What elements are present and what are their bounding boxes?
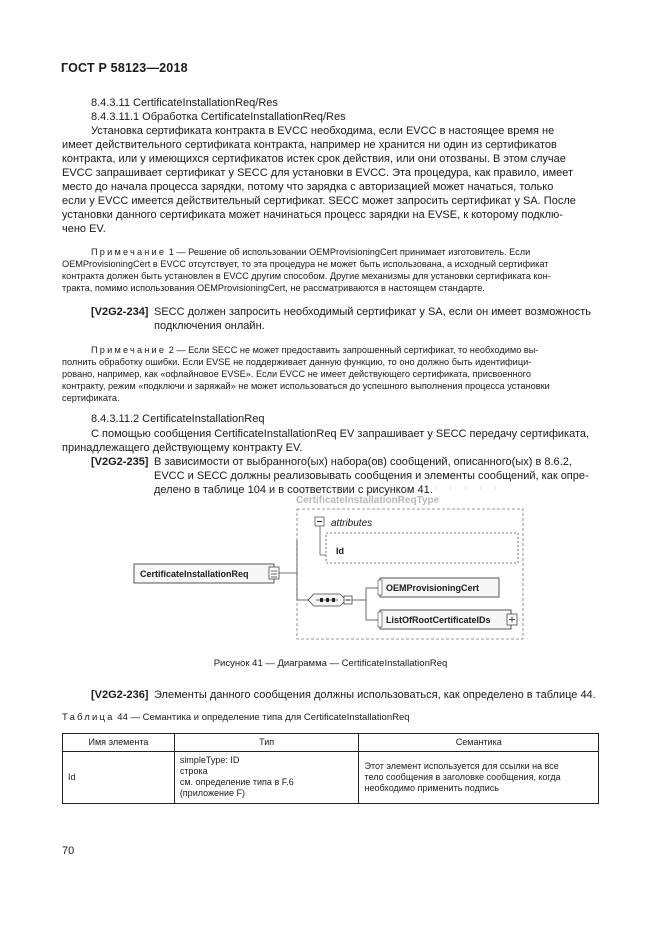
note-line: ровано, например, как «офлайновое EVSE». Если EVCC не имеет действующего сертификата, присвоенного — [62, 369, 531, 379]
requirement-id: [V2G2-234] — [91, 306, 149, 318]
table-row — [63, 752, 599, 804]
requirement-line: SECC должен запросить необходимый сертификат у SA, если он имеет возможность — [154, 306, 592, 318]
note-line: контракту, режим «подключи и заряжай» не может использоваться до успешного выполнения процесса установки — [62, 381, 550, 391]
note-text: 2 — Если SECC не может предоставить запрошенный сертификат, то необходимо вы- — [166, 345, 539, 355]
note-line: полнить обработку ошибки. Если EVSE не поддерживает данную функцию, то оно должно быть идентифици- — [62, 357, 532, 367]
requirement-line: В зависимости от выбранного(ых) набора(ов) сообщений, описанного(ых) в 8.6.2, — [154, 456, 572, 468]
paragraph-line: принадлежащего действующему контракту EV. — [62, 442, 303, 454]
type-title: CertificateInstallationReqType — [296, 495, 440, 506]
paragraph-line: место до начала процесса зарядки, потому что зарядка с авторизацией может начаться, только — [62, 181, 554, 193]
requirement-id: [V2G2-236] — [91, 689, 149, 701]
requirement-line: делено в таблице 104 и в соответствии с рисунком 41. — [154, 484, 433, 496]
note-line: тракта, помимо использования OEMProvisioningCert, не рассматриваются в настоящем стандарте. — [62, 283, 485, 293]
table-caption-text: 44 — Семантика и определение типа для CertificateInstallationReq — [114, 712, 410, 723]
attribute-id-label: Id — [336, 546, 344, 556]
section-heading-8-4-3-11-2: 8.4.3.11.2 CertificateInstallationReq — [91, 413, 265, 425]
column-header-semantics: Семантика — [359, 734, 599, 752]
document-header: ГОСТ Р 58123—2018 — [61, 61, 188, 75]
note-line: сертификата. — [62, 393, 120, 403]
section-heading-8-4-3-11: 8.4.3.11 CertificateInstallationReq/Res — [91, 97, 278, 109]
section-heading-8-4-3-11-1: 8.4.3.11.1 Обработка CertificateInstallationReq/Res — [91, 111, 346, 123]
note-label: Примечание — [91, 247, 167, 257]
table-caption — [62, 712, 410, 723]
paragraph-line: контракта, или у имеющихся сертификатов истек срок действия, или они отозваны. В этом случае — [62, 153, 566, 165]
requirement-text: Элементы данного сообщения должны использоваться, как определено в таблице 44. — [154, 689, 596, 701]
paragraph-line: имеет действительного сертификата контракта, например не хранится ни один из сертификатов — [62, 139, 557, 151]
root-element-label: CertificateInstallationReq — [140, 569, 249, 579]
paragraph-line: чено EV. — [62, 223, 106, 235]
paragraph-line: EVCC запрашивает сертификат у SECC для установки в EVCC. Эта процедура, как правило, имеет — [62, 167, 574, 179]
page-number: 70 — [62, 845, 75, 857]
table-caption-label: Таблица — [62, 712, 115, 723]
child-element-label-root-certs: ListOfRootCertificateIDs — [386, 615, 491, 625]
requirement-line: подключения онлайн. — [154, 320, 265, 332]
requirement-id: [V2G2-235] — [91, 456, 149, 468]
note-line: контракта должен быть установлен в EVCC другим способом. Другие механизмы для установки сертификата кон- — [62, 271, 551, 281]
note-label: Примечание — [91, 345, 167, 355]
cell-element-name: Id — [63, 752, 175, 804]
attribute-box — [326, 533, 518, 563]
semantics-table — [62, 733, 599, 804]
note-line: OEMProvisioningCert в EVCC отсутствует, то эта процедура не может быть использована, а исходный сертификат — [62, 259, 549, 269]
child-element-label-oem: OEMProvisioningCert — [386, 583, 480, 593]
cell-semantics: Этот элемент используется для ссылки на все тело сообщения в заголовке сообщения, когда необходимо применить подпись — [359, 752, 599, 804]
paragraph-line: установки данного сертификата может начинаться процесс зарядки на EVSE, к которому подклю- — [62, 209, 563, 221]
note-text: 1 — Решение об использовании OEMProvisioningCert принимает изготовитель. Если — [166, 247, 531, 257]
column-header-name: Имя элемента — [63, 734, 175, 752]
paragraph-line: если у EVCC имеется действительный сертификат. SECC может запросить сертификат у SA. После — [62, 195, 576, 207]
table-header-row — [63, 734, 599, 752]
column-header-type: Тип — [174, 734, 359, 752]
paragraph-line: С помощью сообщения CertificateInstallationReq EV запрашивает у SECC передачу сертификата, — [91, 428, 590, 440]
requirement-line: EVCC и SECC должны реализовывать сообщения и элементы сообщений, как опре- — [154, 470, 589, 482]
paragraph-line: Установка сертификата контракта в EVCC необходима, если EVCC в настоящее время не — [91, 125, 555, 137]
attributes-label: attributes — [331, 518, 373, 529]
cell-type: simpleType: ID строка см. определение типа в F.6 (приложение F) — [174, 752, 359, 804]
figure-caption: Рисунок 41 — Диаграмма — CertificateInstallationReq — [213, 658, 448, 669]
